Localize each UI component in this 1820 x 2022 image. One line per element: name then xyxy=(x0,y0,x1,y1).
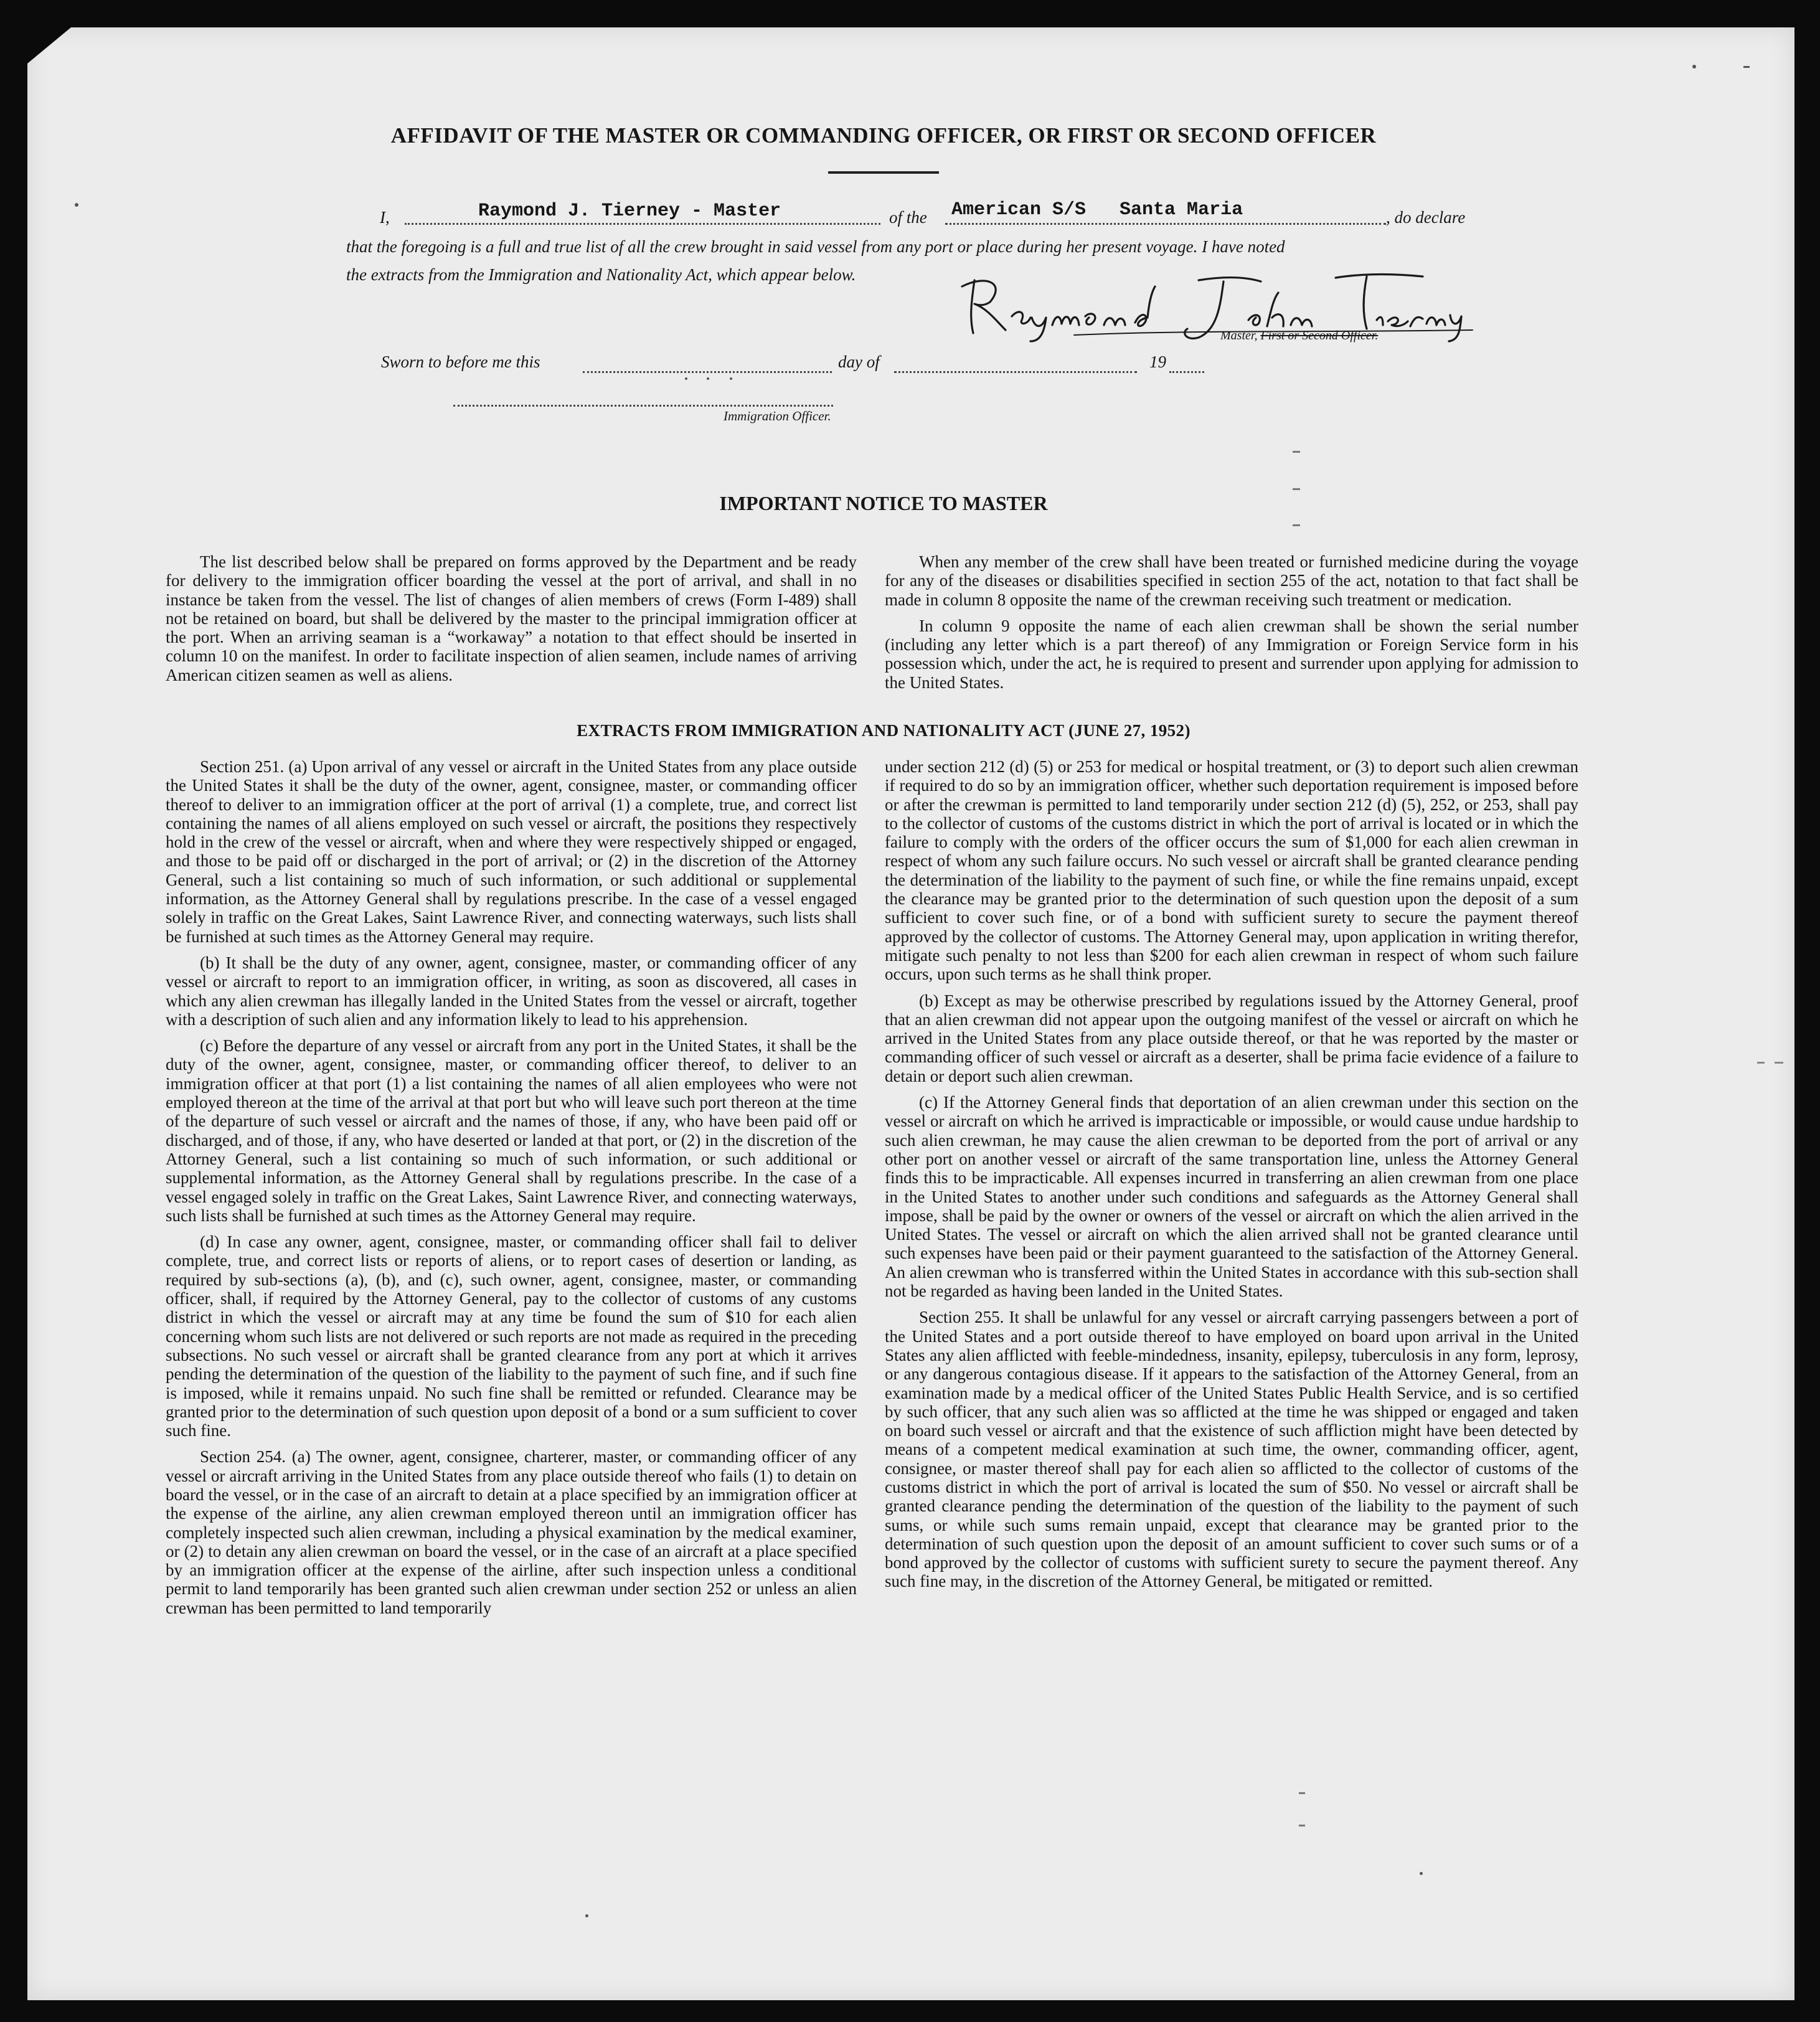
notice-left-column xyxy=(166,552,857,692)
extracts-right-column xyxy=(885,757,1578,1599)
notice-paragraph: The list described below shall be prepared on forms approved by the Department and be ready for delivery to the immigration officer boarding the vessel at the port of arrival, and shall in no instance be taken from the vessel. The list of changes of alien members of crews (Form I-489) shall not be retained on board, but shall be delivered by the master to the principal immigration officer at the port. When an arriving seaman is a “workaway” a notation to that effect should be inserted in column 10 on the manifest. In order to facilitate inspection of alien seamen, include names of arriving American citizen seamen as well as aliens. xyxy=(166,552,857,684)
section-251-b: (b) It shall be the duty of any owner, agent, consignee, master, or commanding officer of any vessel or aircraft to report to an immigration officer, in writing, as soon as discovered, all cases in which any alien crewman has illegally landed in the United States from the vessel or aircraft, together with a description of such alien and any information likely to lead to his apprehension. xyxy=(166,953,857,1029)
sworn-year-line xyxy=(1169,352,1204,373)
scan-speck xyxy=(1293,488,1300,490)
section-255: Section 255. It shall be unlawful for any vessel or aircraft carrying passengers between a port of the United States and a port outside thereof to have employed on board upon arrival in the United States any alien afflicted with feeble-mindedness, insanity, epilepsy, tuberculosis in any form, leprosy, or any dangerous contagious disease. If it appears to the satisfaction of the Attorney General, from an examination made by a medical officer of the United States Public Health Service, and is so certified by such officer, that any such alien was so afflicted at the time he was shipped or engaged and taken on board such vessel or aircraft and that the existence of such affliction might have been detected by means of a competent medical examination at such time, the owner, commanding officer, agent, consignee, or master thereof shall pay for each alien so afflicted to the collector of customs of the customs district in which the port of arrival is located the sum of $50. No vessel or aircraft shall be granted clearance pending the determination of the question of the liability to the payment of such sums, or while such sums remain unpaid, except that clearance may be granted prior to the determination of such question upon the deposit of an amount sufficient to cover such sums or of a bond approved by the collector of customs with sufficient surety to secure the payment thereof. Any such fine may, in the discretion of the Attorney General, be mitigated or remitted. xyxy=(885,1308,1578,1591)
affidavit-title: AFFIDAVIT OF THE MASTER OR COMMANDING OFFICER, OR FIRST OR SECOND OFFICER xyxy=(390,123,1377,148)
section-254-b: (b) Except as may be otherwise prescribed by regulations issued by the Attorney General, proof that an alien crewman did not appear upon the outgoing manifest of the vessel or aircraft on which he arrived in the United States from any place outside thereof, or that he was reported by the master or commanding officer of such vessel or aircraft as a deserter, shall be prima facie evidence of a failure to detain or deport such alien crewman. xyxy=(885,991,1578,1085)
declaration-line-2: that the foregoing is a full and true list of all the crew brought in said vessel from any port or place during her present voyage. I have noted xyxy=(346,237,1285,256)
notice-right-column xyxy=(885,552,1578,699)
immigration-officer-label: Immigration Officer. xyxy=(724,409,831,423)
title-rule xyxy=(828,171,939,174)
master-name-field: Raymond J. Tierney - Master xyxy=(478,201,781,222)
scan-speck xyxy=(1775,1062,1783,1064)
declaration-line-3: the extracts from the Immigration and Nationality Act, which appear below. xyxy=(346,265,856,284)
immigration-officer-signature-line xyxy=(453,392,833,407)
sworn-date-line xyxy=(583,352,832,373)
scan-speck xyxy=(707,377,709,380)
scan-speck xyxy=(1299,1825,1305,1826)
declaration-prefix: I, xyxy=(380,208,390,227)
scan-speck xyxy=(685,377,687,380)
signature-caption-master: Master, xyxy=(1220,329,1261,343)
folded-corner xyxy=(27,27,71,64)
do-declare-text: , do declare xyxy=(1386,208,1466,227)
extracts-title: EXTRACTS FROM IMMIGRATION AND NATIONALITY ACT (JUNE 27, 1952) xyxy=(577,721,1191,740)
signature-caption-struck: First or Second Officer. xyxy=(1260,329,1379,343)
section-251-d: (d) In case any owner, agent, consignee, master, or commanding officer shall fail to deliver complete, true, and correct lists or reports of aliens, or to report cases of desertion or landing, as required by sub-sections (a), (b), and (c), such owner, agent, consignee, master, or commanding officer, shall, if required by the Attorney General, pay to the collector of customs of any customs district in which the vessel or aircraft may at any time be found the sum of $10 for each alien concerning whom such lists are not delivered or such reports are not made as required in the preceding subsections. No such vessel or aircraft shall be granted clearance from any port at which it arrives pending the determination of the question of the liability to the payment of such fine, and if such fine is imposed, while it remains unpaid. No such fine shall be remitted or refunded. Clearance may be granted prior to the determination of such question upon deposit of a bond or a sum sufficient to cover such fine. xyxy=(166,1232,857,1440)
scan-speck xyxy=(1420,1872,1423,1875)
notice-title: IMPORTANT NOTICE TO MASTER xyxy=(719,492,1048,514)
section-254-a: Section 254. (a) The owner, agent, consignee, charterer, master, or commanding officer of any vessel or aircraft arriving in the United States from any place outside thereof who fails (1) to detain on board the vessel, or in the case of an aircraft to detain at a place specified by an immigration officer at the expense of the airline, any alien crewman employed thereon until an immigration officer has completely inspected such alien crewman, including a physical examination by the medical examiner, or (2) to detain any alien crewman on board the vessel, or in the case of an aircraft at a place specified by an immigration officer at the expense of the airline, after such inspection unless a conditional permit to land temporarily has been granted such alien crewman under section 252 or unless an alien crewman has been permitted to land temporarily xyxy=(166,1447,857,1617)
scan-speck xyxy=(75,203,78,207)
day-of-text: day of xyxy=(838,352,880,371)
scan-speck xyxy=(1743,66,1750,68)
signature-caption xyxy=(1220,329,1378,343)
scan-speck xyxy=(1692,65,1696,69)
handwritten-signature xyxy=(937,268,1485,343)
scan-speck xyxy=(585,1914,588,1917)
scan-speck xyxy=(1293,524,1300,526)
extracts-left-column xyxy=(166,757,857,1625)
section-251-c: (c) Before the departure of any vessel or aircraft from any port in the United States, it shall be the duty of the owner, agent, consignee, master, or commanding officer thereof, to deliver to an immigration officer at that port (1) a list containing the names of all alien employees who were not employed thereon at the time of the arrival at that port but who will leave such port thereon at the time of the departure of such vessel or aircraft and the names of those, if any, who have been paid off or discharged, and of those, if any, who have deserted or landed at that port, or (2) in the discretion of the Attorney General, such a list containing so much of such information, or such additional or supplemental information, as the Attorney General shall by regulations prescribe. In the case of a vessel engaged solely in traffic on the Great Lakes, Saint Lawrence River, and connecting waterways, such lists shall be furnished at such times as the Attorney General may require. xyxy=(166,1036,857,1225)
section-254-c: (c) If the Attorney General finds that deportation of an alien crewman under this section on the vessel or aircraft on which he arrived is impracticable or impossible, or would cause undue hardship to such alien crewman, he may cause the alien crewman to be deported from the port of arrival or any other port on another vessel or aircraft of the same transportation line, unless the Attorney General finds this to be impracticable. All expenses incurred in transferring an alien crewman from one place in the United States to another under such conditions and safeguards as the Attorney General shall impose, shall be paid by the owner or owners of the vessel or aircraft on which the alien arrived in the United States. The vessel or aircraft on which the alien arrived shall not be granted clearance until such expenses have been paid or their payment guaranteed to the satisfaction of the Attorney General. An alien crewman who is transferred within the United States in accordance with this sub-section shall not be regarded as having been landed in the United States. xyxy=(885,1093,1578,1301)
scan-speck xyxy=(1757,1062,1765,1064)
notice-paragraph: In column 9 opposite the name of each alien crewman shall be shown the serial number (including any letter which is a part thereof) of any Immigration or Foreign Service form in his possession which, under the act, he is required to present and surrender upon applying for admission to the United States. xyxy=(885,616,1578,692)
section-254-a-continued: under section 212 (d) (5) or 253 for medical or hospital treatment, or (3) to deport such alien crewman if required to do so by an immigration officer, whether such deportation requirement is imposed before or after the crewman is permitted to land temporarily under section 212 (d) (5), 252, or 253, shall pay to the collector of customs of the customs district in which the port of arrival is located or in which the failure to comply with the orders of the officer occurs the sum of $1,000 for each alien crewman in respect of whom any such failure occurs. No such vessel or aircraft shall be granted clearance pending the determination of the liability to the payment of such fine, or while the fine remains unpaid, except the clearance may be granted prior to the determination of such question upon the deposit of a sum sufficient to cover such fine, or of a bond with sufficient surety to secure the payment thereof approved by the collector of customs. The Attorney General may, upon application in writing therefor, mitigate such penalty to not less than $200 for each alien crewman in respect of whom such failure occurs, upon such terms as he shall think proper. xyxy=(885,757,1578,984)
notice-paragraph: When any member of the crew shall have been treated or furnished medicine during the voyage for any of the diseases or disabilities specified in section 255 of the act, notation to that fact shall be made in column 8 opposite the name of the crewman receiving such treatment or medication. xyxy=(885,552,1578,609)
year-prefix: 19 xyxy=(1149,352,1166,371)
sworn-month-line xyxy=(894,352,1137,373)
vessel-name-field: American S/S Santa Maria xyxy=(951,199,1243,220)
section-251-a: Section 251. (a) Upon arrival of any vessel or aircraft in the United States from any place outside the United States it shall be the duty of the owner, agent, consignee, master, or commanding officer thereof to deliver to an immigration officer at the port of arrival (1) a complete, true, and correct list containing the names of all aliens employed on such vessel or aircraft, the positions they respectively hold in the crew of the vessel or aircraft, when and where they were respectively shipped or engaged, and those to be paid off or discharged in the port of arrival; or (2) in the discretion of the Attorney General, such a list containing so much of such information, or such additional or supplemental information, as the Attorney General shall by regulations prescribe. In the case of a vessel engaged solely in traffic on the Great Lakes, Saint Lawrence River, and connecting waterways, such lists shall be furnished at such times as the Attorney General may require. xyxy=(166,757,857,946)
scan-speck xyxy=(1299,1792,1305,1794)
scan-speck xyxy=(730,377,732,380)
of-the-text: of the xyxy=(889,208,927,227)
scan-speck xyxy=(1293,451,1300,453)
sworn-prefix: Sworn to before me this xyxy=(381,352,540,371)
